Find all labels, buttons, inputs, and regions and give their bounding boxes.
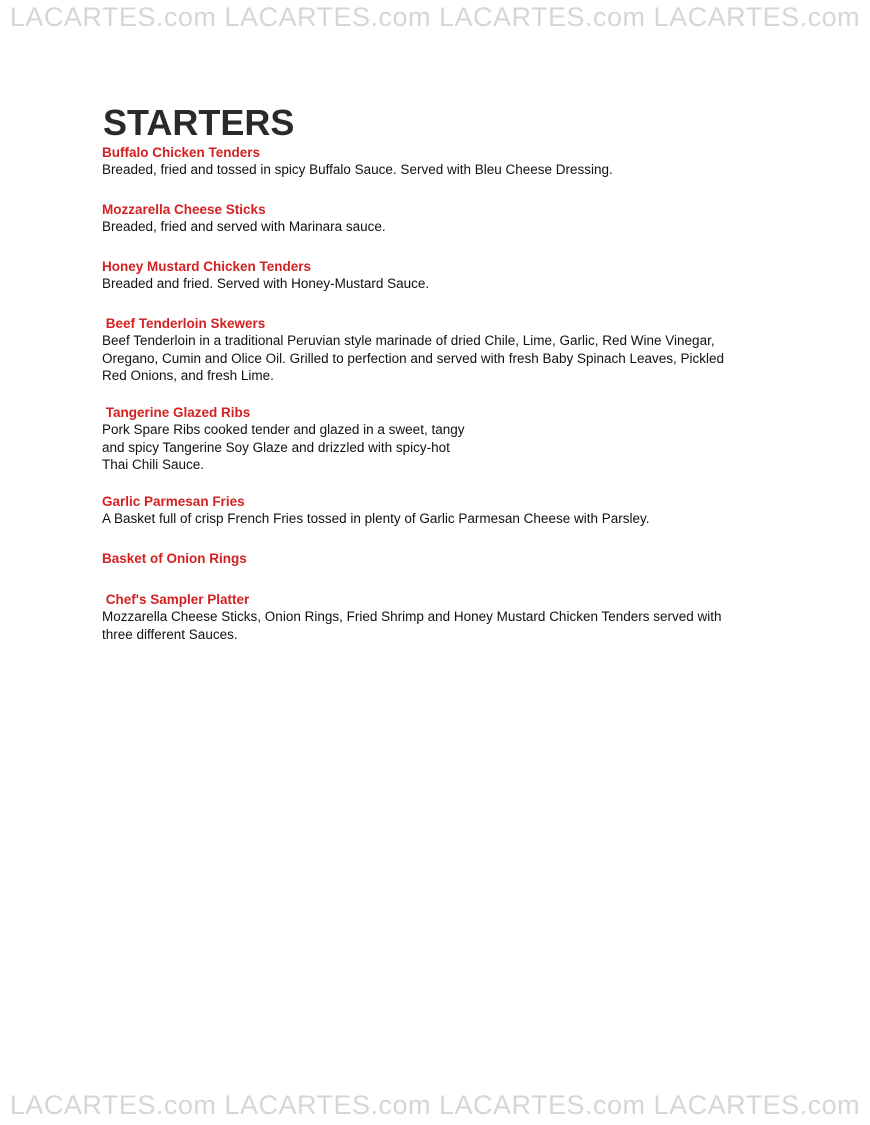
item-description: Beef Tenderloin in a traditional Peruvian style marinade of dried Chile, Lime, Garlic, Red Wine Vinegar, Oregano, Cumin and Olice Oil. Grilled to perfection and served with fresh Baby Spinach Leaves, Pickled Red Onions, and fresh Lime. — [102, 333, 725, 383]
item-name: Tangerine Glazed Ribs — [102, 405, 251, 420]
item-description: Pork Spare Ribs cooked tender and glazed in a sweet, tangy and spicy Tangerine Soy Glaze and drizzled with spicy-hot Thai Chili Sauce. — [102, 422, 465, 472]
menu-item-buffalo-chicken-tenders — [102, 145, 782, 179]
menu-item-basket-of-onion-rings — [102, 551, 782, 567]
menu-item-chefs-sampler-platter — [102, 592, 782, 643]
watermark-bottom: LACARTES.com LACARTES.com LACARTES.com LACARTES.com — [9, 1090, 861, 1120]
item-name: Mozzarella Cheese Sticks — [102, 202, 266, 217]
item-name: Buffalo Chicken Tenders — [102, 145, 261, 160]
item-description: Breaded and fried. Served with Honey-Mustard Sauce. — [102, 276, 430, 291]
menu-item-honey-mustard-chicken-tenders — [102, 259, 782, 293]
watermark-top: LACARTES.com LACARTES.com LACARTES.com LACARTES.com — [9, 2, 861, 32]
item-name: Honey Mustard Chicken Tenders — [102, 259, 312, 274]
item-name: Beef Tenderloin Skewers — [102, 316, 266, 331]
item-description: Mozzarella Cheese Sticks, Onion Rings, Fried Shrimp and Honey Mustard Chicken Tenders served with three different Sauces. — [102, 609, 722, 642]
item-name: Basket of Onion Rings — [102, 551, 247, 566]
menu-item-beef-tenderloin-skewers — [102, 316, 782, 385]
page-title: STARTERS — [103, 102, 295, 143]
item-description: Breaded, fried and tossed in spicy Buffalo Sauce. Served with Bleu Cheese Dressing. — [102, 162, 613, 177]
item-name: Garlic Parmesan Fries — [102, 494, 245, 509]
menu-item-garlic-parmesan-fries — [102, 494, 782, 528]
item-description: Breaded, fried and served with Marinara sauce. — [102, 219, 386, 234]
item-name: Chef's Sampler Platter — [102, 592, 250, 607]
item-description: A Basket full of crisp French Fries tossed in plenty of Garlic Parmesan Cheese with Parsley. — [102, 511, 650, 526]
menu-item-tangerine-glazed-ribs — [102, 405, 782, 474]
menu-item-mozzarella-cheese-sticks — [102, 202, 782, 236]
